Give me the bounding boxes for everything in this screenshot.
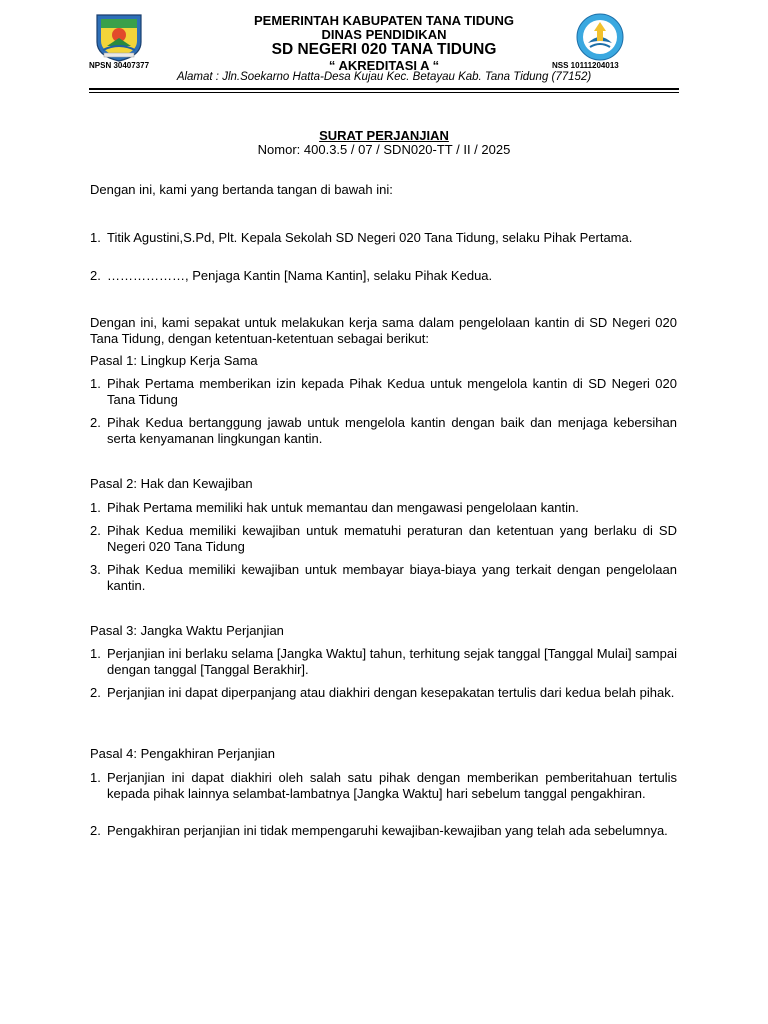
party-item [90,268,677,284]
npsn-number: NPSN 30407377 [89,61,150,70]
document-title: SURAT PERJANJIAN [319,128,449,143]
party-text: Titik Agustini,S.Pd, Plt. Kepala Sekolah SD Negeri 020 Tana Tidung, selaku Pihak Pertama. [107,230,633,245]
kop-school-name: SD NEGERI 020 TANA TIDUNG [271,41,497,58]
pasal-3-item [90,685,677,701]
party-item [90,230,677,246]
pasal-1-item [90,415,677,446]
list-number: 1. [90,376,101,391]
pasal-3-item [90,646,677,677]
clause-text: Perjanjian ini dapat diperpanjang atau diakhiri dengan kesepakatan tertulis dari kedua belah pihak. [107,685,675,700]
party-text: ………………, Penjaga Kantin [Nama Kantin], selaku Pihak Kedua. [107,268,493,283]
letterhead-divider-thin [89,92,679,93]
pasal-2-item [90,523,677,554]
list-number: 3. [90,562,101,577]
kop-government: PEMERINTAH KABUPATEN TANA TIDUNG [254,13,514,28]
pasal-2-item [90,500,677,516]
pasal-2-heading: Pasal 2: Hak dan Kewajiban [90,476,253,491]
nss-number: NSS 10111204013 [552,61,619,70]
letterhead-divider [89,88,679,90]
list-number: 1. [90,770,101,785]
pasal-4-item [90,823,677,839]
intro-paragraph: Dengan ini, kami yang bertanda tangan di bawah ini: [90,182,393,197]
clause-text: Pengakhiran perjanjian ini tidak mempengaruhi kewajiban-kewajiban yang telah ada sebelumnya. [107,823,668,838]
kop-department: DINAS PENDIDIKAN [321,27,447,42]
clause-text: Pihak Kedua memiliki kewajiban untuk mematuhi peraturan dan ketentuan yang berlaku di SD Negeri 020 Tana Tidung [107,523,677,554]
pasal-4-heading: Pasal 4: Pengakhiran Perjanjian [90,746,276,761]
pasal-1-item [90,376,677,407]
clause-text: Pihak Pertama memiliki hak untuk memantau dan mengawasi pengelolaan kantin. [107,500,579,515]
pasal-4-item [90,770,677,801]
list-number: 1. [90,646,101,661]
list-number: 2. [90,685,101,700]
clause-text: Pihak Kedua memiliki kewajiban untuk membayar biaya-biaya yang terkait dengan pengelolaan kantin. [107,562,677,593]
list-number: 1. [90,230,101,245]
school-address: Alamat : Jln.Soekarno Hatta-Desa Kujau Kec. Betayau Kab. Tana Tidung (77152) [176,71,592,83]
clause-text: Perjanjian ini berlaku selama [Jangka Waktu] tahun, terhitung sejak tanggal [Tanggal Mulai] sampai dengan tanggal [Tanggal Berakhir]. [107,646,677,677]
list-number: 2. [90,823,101,838]
document-number: Nomor: 400.3.5 / 07 / SDN020-TT / II / 2025 [257,142,511,157]
list-number: 2. [90,415,101,430]
list-number: 2. [90,523,101,538]
pasal-1-heading: Pasal 1: Lingkup Kerja Sama [90,353,258,368]
clause-text: Pihak Kedua bertanggung jawab untuk mengelola kantin dengan baik dan menjaga kebersihan serta kenyamanan lingkungan kantin. [107,415,677,446]
clause-text: Perjanjian ini dapat diakhiri oleh salah satu pihak dengan memberikan pemberitahuan tertulis kepada pihak lainnya selambat-lambatnya [Jangka Waktu] hari sebelum tanggal pengakhiran. [107,770,677,801]
pasal-3-heading: Pasal 3: Jangka Waktu Perjanjian [90,623,284,638]
clause-text: Pihak Pertama memberikan izin kepada Pihak Kedua untuk mengelola kantin di SD Negeri 020 Tana Tidung [107,376,677,407]
kop-accreditation: “ AKREDITASI A “ [328,58,440,73]
list-number: 1. [90,500,101,515]
pasal-2-item [90,562,677,593]
agreement-paragraph: Dengan ini, kami sepakat untuk melakukan kerja sama dalam pengelolaan kantin di SD Negeri 020 Tana Tidung, dengan ketentuan-ketentuan sebagai berikut: [90,315,677,346]
list-number: 2. [90,268,101,283]
